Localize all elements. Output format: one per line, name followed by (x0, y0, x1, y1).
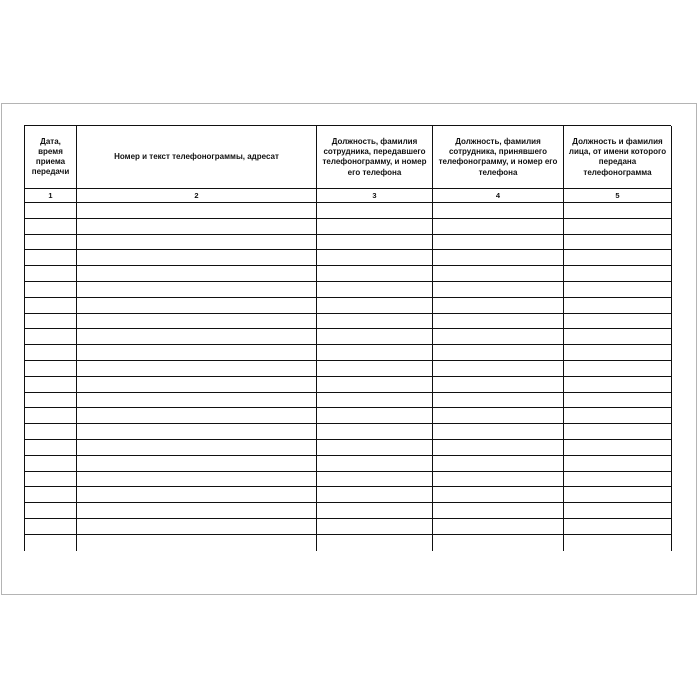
table-cell (433, 282, 564, 298)
table-cell (25, 329, 77, 345)
table-cell (433, 314, 564, 330)
table-cell (564, 235, 672, 251)
table-cell (564, 519, 672, 535)
table-cell (433, 456, 564, 472)
table-cell (25, 266, 77, 282)
column-number: 2 (77, 189, 317, 203)
table-cell (77, 361, 317, 377)
table-cell (25, 519, 77, 535)
table-cell (77, 314, 317, 330)
table-cell (25, 203, 77, 219)
table-cell (317, 282, 433, 298)
table-cell (317, 250, 433, 266)
table-cell (25, 219, 77, 235)
table-cell (77, 298, 317, 314)
table-cell (564, 219, 672, 235)
column-number: 4 (433, 189, 564, 203)
table-cell (317, 235, 433, 251)
table-cell (77, 535, 317, 551)
table-cell (77, 377, 317, 393)
table-cell (433, 487, 564, 503)
table-cell (77, 266, 317, 282)
table-cell (433, 535, 564, 551)
table-cell (317, 266, 433, 282)
table-cell (433, 203, 564, 219)
table-cell (564, 472, 672, 488)
table-cell (77, 487, 317, 503)
table-cell (317, 408, 433, 424)
table-cell (317, 535, 433, 551)
table-cell (317, 487, 433, 503)
table-cell (77, 456, 317, 472)
table-cell (317, 298, 433, 314)
table-cell (564, 408, 672, 424)
table-cell (25, 503, 77, 519)
table-cell (317, 424, 433, 440)
table-cell (77, 282, 317, 298)
table-cell (564, 266, 672, 282)
header-on-behalf-of: Должность и фамилия лица, от имени которого передана телефонограмма (564, 126, 672, 189)
table-cell (564, 393, 672, 409)
table-cell (433, 408, 564, 424)
table-cell (77, 519, 317, 535)
table-cell (317, 472, 433, 488)
table-cell (317, 519, 433, 535)
table-cell (564, 250, 672, 266)
table-cell (317, 440, 433, 456)
table-cell (25, 440, 77, 456)
table-cell (564, 298, 672, 314)
table-cell (25, 282, 77, 298)
table-cell (564, 487, 672, 503)
table-cell (77, 203, 317, 219)
table-cell (317, 393, 433, 409)
column-number: 3 (317, 189, 433, 203)
table-cell (317, 219, 433, 235)
table-cell (317, 329, 433, 345)
table-cell (433, 519, 564, 535)
table-cell (25, 456, 77, 472)
table-cell (25, 361, 77, 377)
table-cell (77, 250, 317, 266)
telephonogram-log-table (24, 125, 671, 551)
table-cell (433, 393, 564, 409)
table-cell (77, 503, 317, 519)
table-cell (564, 345, 672, 361)
table-cell (77, 440, 317, 456)
table-cell (25, 314, 77, 330)
column-number: 5 (564, 189, 672, 203)
table-cell (433, 219, 564, 235)
table-cell (433, 250, 564, 266)
table-cell (317, 503, 433, 519)
table-cell (77, 393, 317, 409)
table-cell (433, 377, 564, 393)
table-cell (25, 345, 77, 361)
table-cell (433, 345, 564, 361)
table-cell (433, 424, 564, 440)
table-cell (77, 345, 317, 361)
table-cell (25, 535, 77, 551)
table-cell (564, 456, 672, 472)
table-cell (564, 203, 672, 219)
table-cell (317, 314, 433, 330)
table-cell (433, 440, 564, 456)
column-number: 1 (25, 189, 77, 203)
table-cell (564, 440, 672, 456)
table-cell (433, 329, 564, 345)
table-cell (77, 472, 317, 488)
table-cell (317, 456, 433, 472)
table-cell (433, 298, 564, 314)
table-cell (25, 472, 77, 488)
table-cell (317, 361, 433, 377)
table-cell (25, 424, 77, 440)
header-sender: Должность, фамилия сотрудника, передавшего телефонограмму, и номер его телефона (317, 126, 433, 189)
table-cell (564, 282, 672, 298)
table-cell (433, 503, 564, 519)
table-cell (25, 408, 77, 424)
table-cell (433, 472, 564, 488)
table-cell (564, 314, 672, 330)
header-receiver: Должность, фамилия сотрудника, принявшего телефонограмму, и номер его телефона (433, 126, 564, 189)
table-cell (77, 329, 317, 345)
header-number-text-addressee: Номер и текст телефонограммы, адресат (77, 126, 317, 189)
table-cell (317, 203, 433, 219)
header-date-time: Дата, время приема передачи (25, 126, 77, 189)
table-cell (433, 235, 564, 251)
table-cell (25, 250, 77, 266)
table-cell (564, 361, 672, 377)
table-cell (77, 235, 317, 251)
table-cell (564, 377, 672, 393)
table-cell (25, 487, 77, 503)
table-cell (25, 235, 77, 251)
table-cell (433, 361, 564, 377)
table-cell (564, 329, 672, 345)
table-cell (317, 377, 433, 393)
table-cell (25, 298, 77, 314)
table-cell (77, 408, 317, 424)
table-cell (317, 345, 433, 361)
table-cell (564, 424, 672, 440)
table-cell (77, 424, 317, 440)
table-cell (25, 393, 77, 409)
table-cell (564, 503, 672, 519)
table-cell (25, 377, 77, 393)
table-cell (77, 219, 317, 235)
table-cell (433, 266, 564, 282)
table-cell (564, 535, 672, 551)
